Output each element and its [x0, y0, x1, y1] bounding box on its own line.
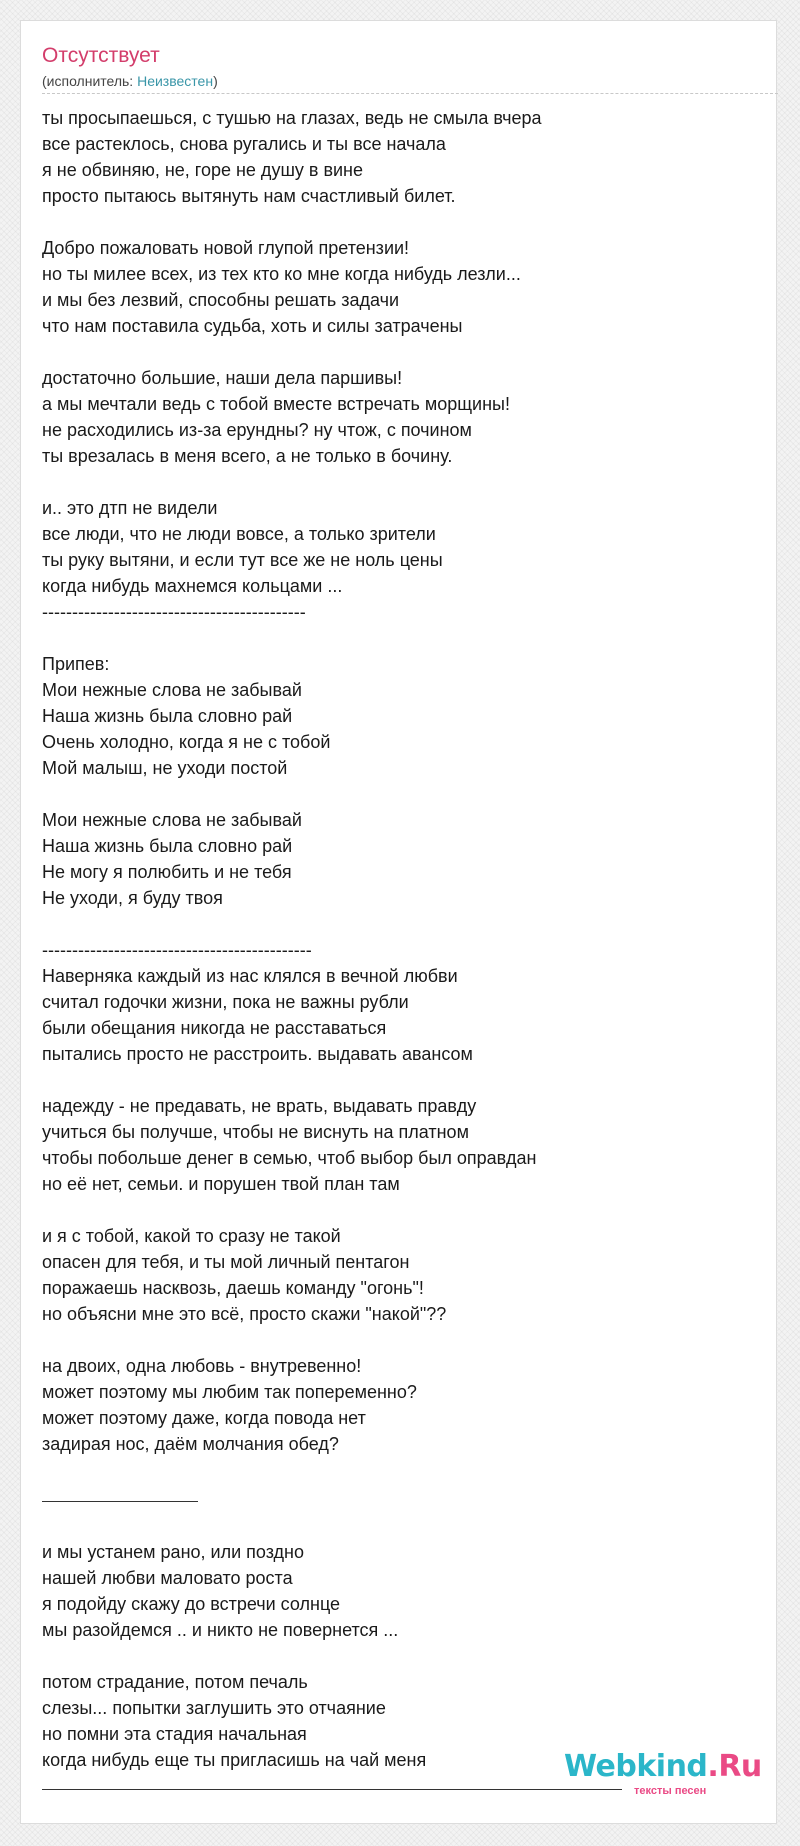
lyric-line: но объясни мне это всё, просто скажи "накой"?? [42, 1304, 447, 1324]
lyric-line: когда нибудь махнемся кольцами ... [42, 576, 343, 596]
lyric-line: Мой малыш, не уходи постой [42, 758, 288, 778]
lyric-blank-line [42, 781, 742, 807]
lyric-line: не расходились из-за ерундны? ну чтож, с почином [42, 420, 472, 440]
lyric-blank-line [42, 625, 742, 651]
site-logo[interactable] [564, 1749, 762, 1798]
lyric-line: учиться бы получше, чтобы не виснуть на платном [42, 1122, 469, 1142]
artist-prefix: (исполнитель: [42, 73, 138, 89]
lyric-line: все растеклось, снова ругались и ты все начала [42, 134, 446, 154]
lyric-line: и мы устанем рано, или поздно [42, 1542, 305, 1562]
lyrics-card [20, 20, 777, 1824]
lyric-line: может поэтому мы любим так попеременно? [42, 1382, 417, 1402]
lyric-blank-line [42, 469, 742, 495]
lyric-line: Припев: [42, 654, 110, 674]
lyric-line: просто пытаюсь вытянуть нам счастливый билет. [42, 186, 456, 206]
lyric-line: пытались просто не расстроить. выдавать авансом [42, 1044, 473, 1064]
lyric-line: Не могу я полюбить и не тебя [42, 862, 292, 882]
lyric-line: что нам поставила судьба, хоть и силы затрачены [42, 316, 463, 336]
lyric-line: -------------------------------------------- [42, 602, 306, 622]
lyric-line: мы разойдемся .. и никто не повернется ... [42, 1620, 399, 1640]
lyric-blank-line [42, 209, 742, 235]
lyrics-body [42, 105, 742, 1457]
lyric-blank-line [42, 911, 742, 937]
lyric-line: и я с тобой, какой то сразу не такой [42, 1226, 341, 1246]
lyric-line: но помни эта стадия начальная [42, 1724, 307, 1744]
lyric-line: ты руку вытяни, и если тут все же не ноль цены [42, 550, 443, 570]
lyric-line: надежду - не предавать, не врать, выдавать правду [42, 1096, 477, 1116]
lyric-line: считал годочки жизни, пока не важны рубли [42, 992, 409, 1012]
lyric-line: может поэтому даже, когда повода нет [42, 1408, 366, 1428]
lyric-line: чтобы побольше денег в семью, чтоб выбор был оправдан [42, 1148, 537, 1168]
lyric-line: я не обвиняю, не, горе не душу в вине [42, 160, 364, 180]
song-title: Отсутствует [42, 44, 160, 67]
lyric-line: Наша жизнь была словно рай [42, 836, 293, 856]
brand-tagline: тексты песен [634, 1785, 707, 1797]
lyric-line: Наверняка каждый из нас клялся в вечной любви [42, 966, 458, 986]
header-divider [42, 93, 778, 94]
lyric-line: на двоих, одна любовь - внутревенно! [42, 1356, 362, 1376]
artist-line [42, 73, 218, 89]
lyric-line: нашей любви маловато роста [42, 1568, 293, 1588]
footer-divider [42, 1789, 622, 1790]
brand-name-text: Webkind [564, 1749, 708, 1784]
lyric-line: достаточно большие, наши дела паршивы! [42, 368, 403, 388]
lyric-blank-line [42, 1643, 742, 1669]
lyrics-body-continued [42, 1539, 742, 1773]
lyric-line: опасен для тебя, и ты мой личный пентагон [42, 1252, 410, 1272]
lyric-line: --------------------------------------------- [42, 940, 312, 960]
lyric-blank-line [42, 1327, 742, 1353]
lyric-line: Мои нежные слова не забывай [42, 680, 302, 700]
lyric-line: а мы мечтали ведь с тобой вместе встречать морщины! [42, 394, 510, 414]
lyric-line: я подойду скажу до встречи солнце [42, 1594, 341, 1614]
artist-link[interactable]: Неизвестен [137, 73, 214, 89]
lyric-line: когда нибудь еще ты пригласишь на чай меня [42, 1750, 427, 1770]
lyric-line: все люди, что не люди вовсе, а только зрители [42, 524, 436, 544]
lyric-blank-line [42, 339, 742, 365]
lyric-line: слезы... попытки заглушить это отчаяние [42, 1698, 386, 1718]
lyric-line: Мои нежные слова не забывай [42, 810, 302, 830]
lyric-line: Не уходи, я буду твоя [42, 888, 223, 908]
lyric-line: и.. это дтп не видели [42, 498, 218, 518]
lyric-line: были обещания никогда не расставаться [42, 1018, 387, 1038]
lyric-line: потом страдание, потом печаль [42, 1672, 308, 1692]
lyric-line: Добро пожаловать новой глупой претензии! [42, 238, 410, 258]
section-underline [42, 1501, 198, 1502]
lyric-line: поражаешь насквозь, даешь команду "огонь"! [42, 1278, 424, 1298]
artist-suffix: ) [213, 73, 218, 89]
brand-tld: .Ru [707, 1749, 762, 1784]
lyric-blank-line [42, 1067, 742, 1093]
lyric-line: ты просыпаешься, с тушью на глазах, ведь не смыла вчера [42, 108, 542, 128]
lyric-line: ты врезалась в меня всего, а не только в бочину. [42, 446, 453, 466]
brand-name [564, 1749, 762, 1784]
lyric-line: но её нет, семьи. и порушен твой план там [42, 1174, 400, 1194]
lyric-blank-line [42, 1197, 742, 1223]
lyric-line: и мы без лезвий, способны решать задачи [42, 290, 400, 310]
lyric-line: задирая нос, даём молчания обед? [42, 1434, 339, 1454]
lyric-line: Очень холодно, когда я не с тобой [42, 732, 331, 752]
lyric-line: но ты милее всех, из тех кто ко мне когда нибудь лезли... [42, 264, 521, 284]
lyric-line: Наша жизнь была словно рай [42, 706, 293, 726]
